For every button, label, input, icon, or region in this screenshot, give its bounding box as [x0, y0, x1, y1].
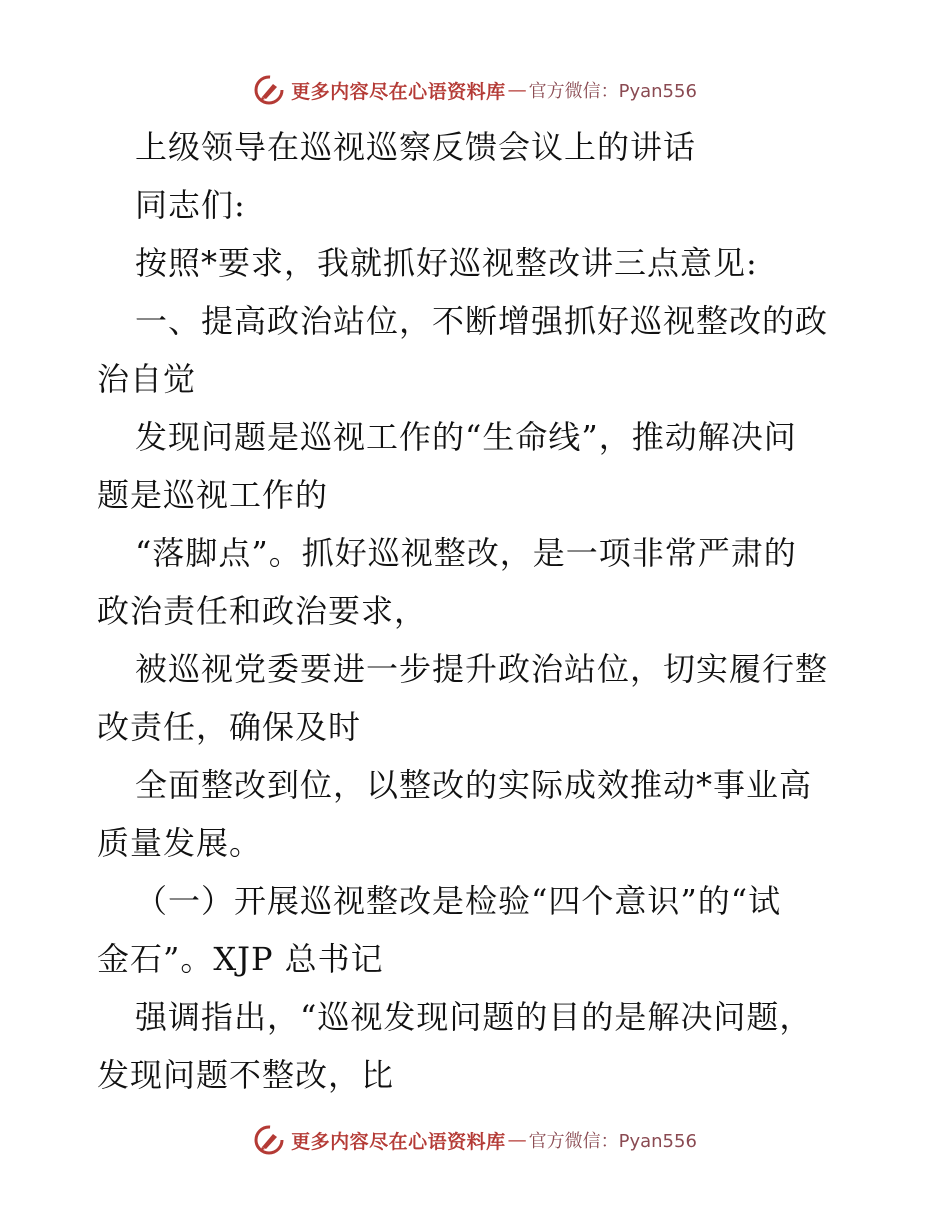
- paragraph-line: 政治责任和政治要求，: [97, 592, 428, 630]
- watermark-separator: —: [507, 1129, 527, 1151]
- paragraph-line: 按照*要求，我就抓好巡视整改讲三点意见:: [135, 244, 758, 282]
- watermark-wechat: 官方微信：Pyan556: [528, 1131, 697, 1152]
- watermark-text: 更多内容尽在心语资料库: [291, 80, 506, 103]
- document-title: 上级领导在巡视巡察反馈会议上的讲话: [135, 128, 697, 166]
- paragraph-line: 发现问题不整改，比: [97, 1056, 395, 1094]
- watermark-text: 更多内容尽在心语资料库: [291, 1130, 506, 1153]
- paragraph-line: 被巡视党委要进一步提升政治站位，切实履行整: [135, 650, 829, 688]
- paragraph-line: 改责任，确保及时: [97, 708, 362, 746]
- section-heading-line: 治自觉: [97, 360, 197, 398]
- pen-nib-logo-icon: [253, 1124, 285, 1156]
- document-body: [97, 118, 857, 1104]
- paragraph-line: 全面整改到位，以整改的实际成效推动*事业高: [135, 766, 813, 804]
- paragraph-line: 发现问题是巡视工作的“生命线”，推动解决问: [135, 418, 797, 456]
- header-watermark: [0, 70, 950, 110]
- paragraph-line: “落脚点”。抓好巡视整改，是一项非常严肃的: [135, 534, 797, 572]
- pen-nib-logo-icon: [253, 74, 285, 106]
- watermark-wechat: 官方微信：Pyan556: [528, 81, 697, 102]
- watermark-separator: —: [507, 79, 527, 101]
- subsection-heading-line: （一）开展巡视整改是检验“四个意识”的“试: [135, 882, 782, 920]
- subsection-heading-line: 金石”。XJP 总书记: [97, 940, 384, 978]
- paragraph-line: 强调指出，“巡视发现问题的目的是解决问题，: [135, 998, 813, 1036]
- paragraph-line: 质量发展。: [97, 824, 263, 862]
- section-heading-line: 一、提高政治站位，不断增强抓好巡视整改的政: [135, 302, 829, 340]
- salutation: 同志们:: [135, 186, 246, 224]
- paragraph-line: 题是巡视工作的: [97, 476, 329, 514]
- footer-watermark: [0, 1120, 950, 1160]
